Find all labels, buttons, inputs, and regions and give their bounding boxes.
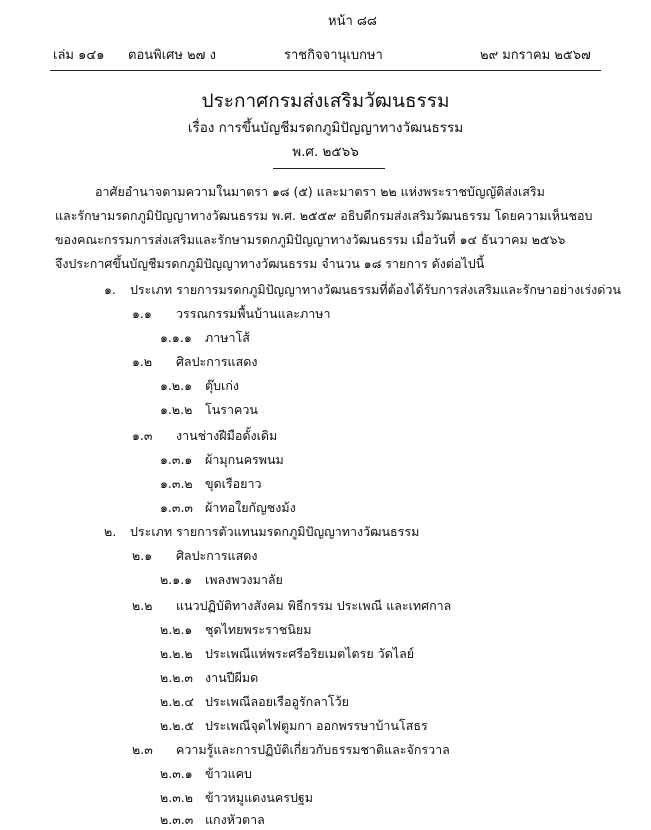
item-number: ๒.๑.๑ [160,572,193,587]
item-text: ประเภท รายการตัวแทนมรดกภูมิปัญญาทางวัฒนธรรม [130,524,420,539]
item-number: ๑.๑.๑ [160,330,192,345]
item-number: ๑.๓ [132,428,153,443]
announcement-title: ประกาศกรมส่งเสริมวัฒนธรรม [201,90,450,112]
list-item [104,280,621,300]
header-rule [50,70,601,71]
list-item [160,788,313,808]
list-item [160,644,414,664]
list-item [160,474,262,494]
item-text: งานปีผีมด [205,670,259,685]
list-item [132,426,277,446]
item-text: ตุ๊บเก่ง [205,378,239,393]
item-text: ศิลปะการแสดง [176,354,258,369]
item-text: ผ้าทอใยกัญชงม้ง [205,500,296,515]
item-number: ๑.๓.๓ [160,500,193,515]
item-text: แนวปฏิบัติทางสังคม พิธีกรรม ประเพณี และเทศกาล [176,598,452,613]
list-item [132,352,257,372]
announcement-subject: เรื่อง การขึ้นบัญชีมรดกภูมิปัญญาทางวัฒนธรรม [187,120,464,136]
item-number: ๑.๒.๑ [160,378,193,393]
gazette-publication: ราชกิจจานุเบกษา [284,48,383,63]
item-number: ๒.๒.๔ [160,694,194,709]
list-item [160,450,284,470]
preamble-line-1: อาศัยอำนาจตามความในมาตรา ๑๘ (๕) และมาตรา ๒๒ แห่งพระราชบัญญัติส่งเสริม [95,184,545,199]
gazette-date: ๒๙ มกราคม ๒๕๖๗ [480,48,591,63]
item-text: ความรู้และการปฏิบัติเกี่ยวกับธรรมชาติและจักรวาล [176,742,450,757]
item-number: ๒.๓ [132,742,153,757]
item-text: ข้าวหมูแดงนครปฐม [205,790,314,805]
item-text: ประเภท รายการมรดกภูมิปัญญาทางวัฒนธรรมที่ต้องได้รับการส่งเสริมและรักษาอย่างเร่งด่วน [130,282,621,297]
list-item [160,764,252,784]
item-text: ศิลปะการแสดง [176,548,258,563]
item-text: ภาษาโส้ [205,330,250,345]
list-item [132,740,450,760]
list-item [132,304,331,324]
list-item [132,546,257,566]
title-divider [273,168,385,169]
list-item [160,376,239,396]
item-number: ๒.๒ [132,598,153,613]
item-text: แกงหัวตาล [205,812,265,827]
item-text: ขุดเรือยาว [205,476,262,491]
item-text: ชุดไทยพระราชนิยม [205,622,312,637]
item-text: วรรณกรรมพื้นบ้านและภาษา [176,306,331,321]
item-text: โนราควน [205,402,258,417]
list-item [160,810,265,830]
item-number: ๒.๓.๑ [160,766,193,781]
list-item [160,668,258,688]
item-number: ๒.๓.๓ [160,812,194,827]
preamble-line-2: และรักษามรดกภูมิปัญญาทางวัฒนธรรม พ.ศ. ๒๕๕๙ อธิบดีกรมส่งเสริมวัฒนธรรม โดยความเห็นชอบ [55,208,593,223]
list-item [160,400,258,420]
item-number: ๒.๒.๑ [160,622,193,637]
item-text: เพลงพวงมาลัย [205,572,283,587]
item-number: ๑.๒.๒ [160,402,193,417]
list-item [132,596,451,616]
preamble-line-3: ของคณะกรรมการส่งเสริมและรักษามรดกภูมิปัญญาทางวัฒนธรรม เมื่อวันที่ ๑๔ ธันวาคม ๒๕๖๖ [55,232,566,247]
item-text: งานช่างฝีมือดั้งเดิม [176,428,278,443]
list-item [160,716,428,736]
item-text: ประเพณีจุดไฟตูมกา ออกพรรษาบ้านโสธร [205,718,428,733]
announcement-year: พ.ศ. ๒๕๖๖ [292,144,359,160]
item-number: ๒. [104,524,117,539]
item-text: ประเพณีแห่พระศรีอริยเมตไตรย วัดไลย์ [205,646,415,661]
item-number: ๑.๓.๑ [160,452,193,467]
item-number: ๑.๒ [132,354,153,369]
item-text: ผ้ามุกนครพนม [205,452,284,467]
gazette-volume: เล่ม ๑๔๑ [53,48,105,63]
item-number: ๒.๒.๓ [160,670,193,685]
list-item [160,498,296,518]
list-item [160,620,311,640]
list-item [160,328,250,348]
item-number: ๑.๓.๒ [160,476,193,491]
item-number: ๒.๒.๕ [160,718,194,733]
gazette-section: ตอนพิเศษ ๒๗ ง [128,48,216,63]
list-item [160,570,283,590]
preamble-line-4: จึงประกาศขึ้นบัญชีมรดกภูมิปัญญาทางวัฒนธรรม จำนวน ๑๘ รายการ ดังต่อไปนี้ [55,256,485,271]
list-item [104,522,419,542]
item-number: ๒.๓.๒ [160,790,193,805]
item-text: ข้าวแคบ [205,766,252,781]
item-text: ประเพณีลอยเรืออูรักลาโว้ย [205,694,349,709]
item-number: ๒.๑ [132,548,153,563]
list-item [160,692,349,712]
item-number: ๑. [104,282,116,297]
item-number: ๑.๑ [132,306,152,321]
page-number: หน้า ๘๘ [328,14,377,29]
item-number: ๒.๒.๒ [160,646,193,661]
